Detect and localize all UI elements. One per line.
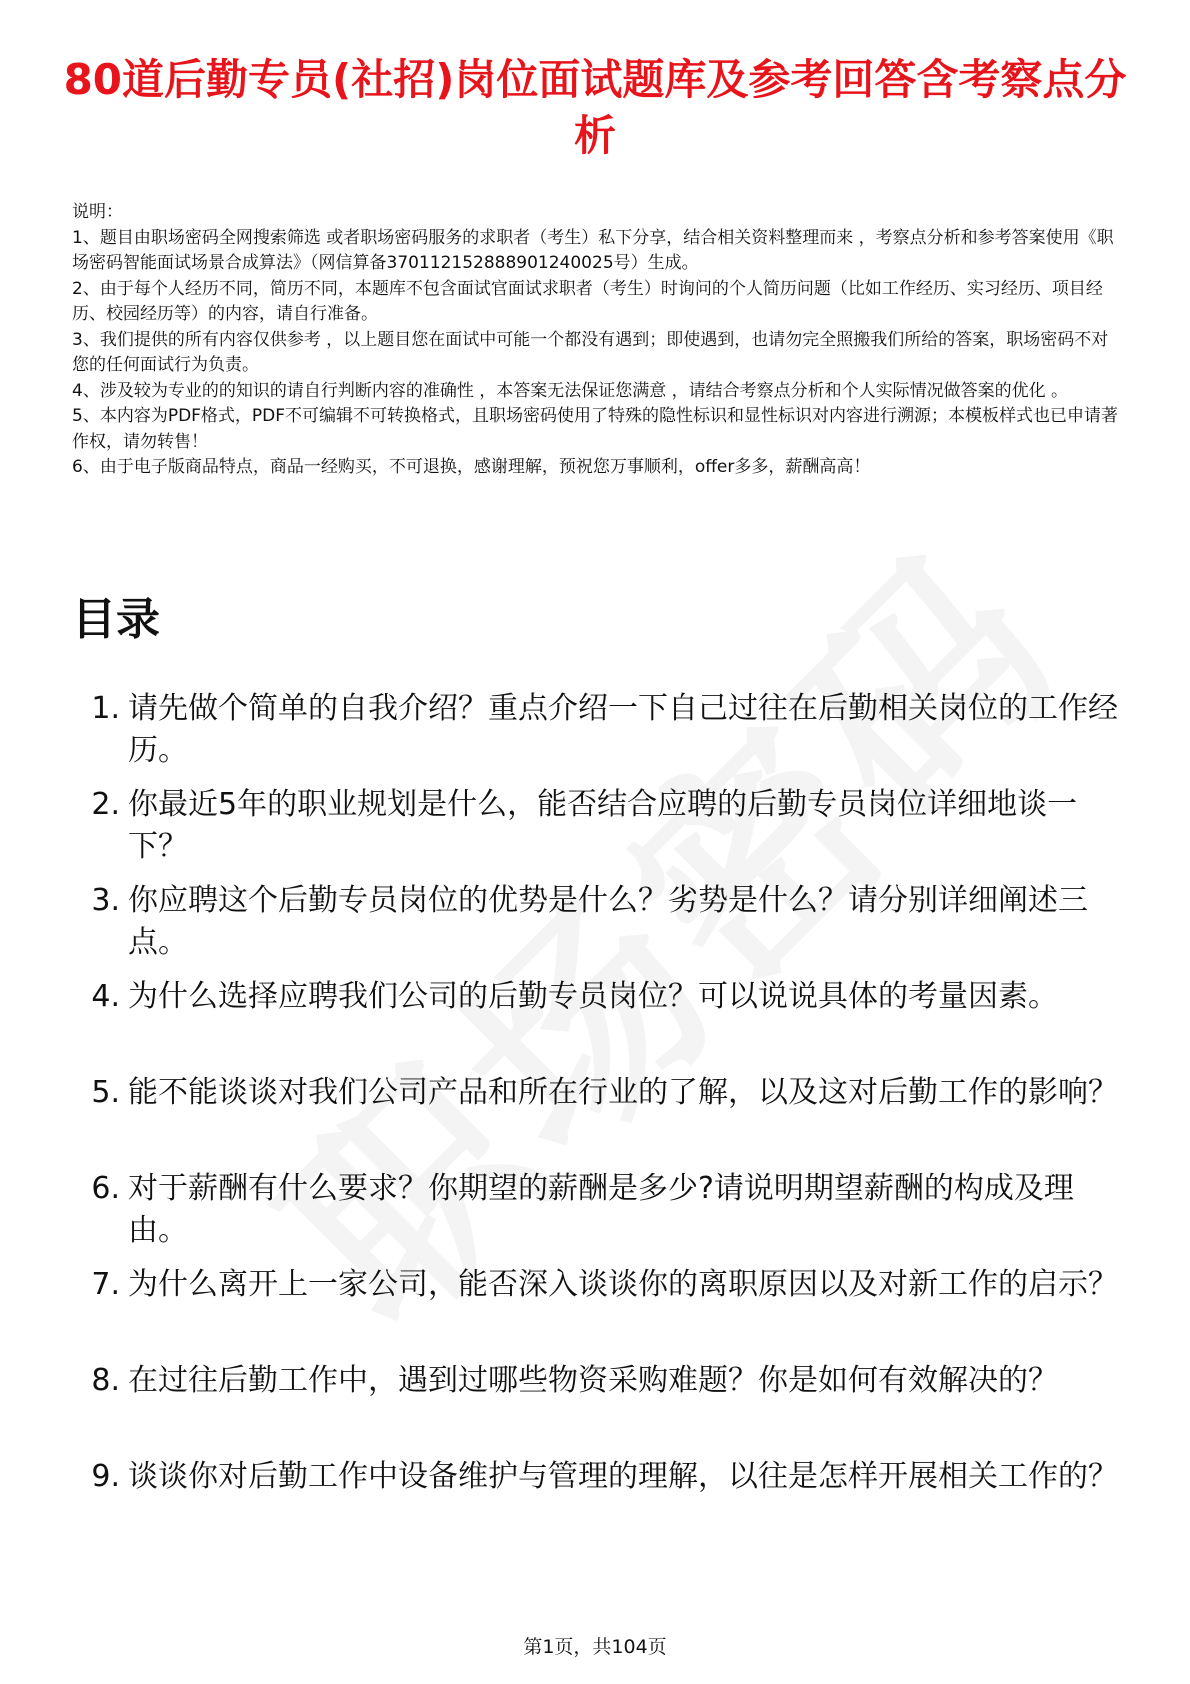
page-number-footer: 第1页，共104页 bbox=[523, 1636, 667, 1658]
toc-item-number: 1. bbox=[91, 691, 120, 726]
document-title: 80道后勤专员(社招)岗位面试题库及参考回答含考察点分析 bbox=[63, 55, 1127, 160]
notes-section bbox=[72, 200, 1122, 481]
toc-item[interactable] bbox=[72, 1168, 1132, 1252]
note-item: 2、由于每个人经历不同，简历不同，本题库不包含面试官面试求职者（考生）时询问的个人简历问题（比如工作经历、实习经历、项目经历、校园经历等）的内容，请自行准备。 bbox=[72, 278, 1103, 324]
toc-item-text: 谈谈你对后勤工作中设备维护与管理的理解，以往是怎样开展相关工作的？ bbox=[128, 1459, 1118, 1494]
toc-item[interactable] bbox=[72, 1072, 1132, 1156]
toc-item[interactable] bbox=[72, 1360, 1132, 1444]
toc-item-text: 能不能谈谈对我们公司产品和所在行业的了解，以及这对后勤工作的影响？ bbox=[128, 1075, 1118, 1110]
toc-item-text: 对于薪酬有什么要求？你期望的薪酬是多少?请说明期望薪酬的构成及理由。 bbox=[128, 1171, 1074, 1248]
toc-item-text: 你最近5年的职业规划是什么，能否结合应聘的后勤专员岗位详细地谈一下？ bbox=[128, 787, 1078, 864]
toc-item[interactable] bbox=[72, 880, 1132, 964]
toc-item-number: 2. bbox=[91, 787, 120, 822]
toc-item-text: 在过往后勤工作中，遇到过哪些物资采购难题？你是如何有效解决的？ bbox=[128, 1363, 1058, 1398]
toc-item-number: 8. bbox=[91, 1363, 120, 1398]
toc-item[interactable] bbox=[72, 976, 1132, 1060]
toc-item-number: 6. bbox=[91, 1171, 120, 1206]
toc-item[interactable] bbox=[72, 1456, 1132, 1540]
toc-heading: 目录 bbox=[72, 594, 160, 645]
toc-item-text: 请先做个简单的自我介绍？重点介绍一下自己过往在后勤相关岗位的工作经历。 bbox=[128, 691, 1118, 768]
toc-list bbox=[72, 688, 1132, 1552]
toc-item-number: 9. bbox=[91, 1459, 120, 1494]
toc-item-text: 你应聘这个后勤专员岗位的优势是什么？劣势是什么？请分别详细阐述三点。 bbox=[128, 883, 1088, 960]
note-item: 5、本内容为PDF格式，PDF不可编辑不可转换格式，且职场密码使用了特殊的隐性标识和显性标识对内容进行溯源；本模板样式也已申请著作权，请勿转售！ bbox=[72, 406, 1119, 452]
toc-item-number: 5. bbox=[91, 1075, 120, 1110]
note-item: 1、题目由职场密码全网搜索筛选 或者职场密码服务的求职者（考生）私下分享，结合相关资料整理而来 ，考察点分析和参考答案使用《职场密码智能面试场景合成算法》（网信算备370112152888901240025号）生成。 bbox=[72, 227, 1114, 273]
toc-item[interactable] bbox=[72, 688, 1132, 772]
note-item: 4、涉及较为专业的的知识的请自行判断内容的准确性 ，本答案无法保证您满意 ，请结合考察点分析和个人实际情况做答案的优化 。 bbox=[72, 380, 1069, 401]
toc-item-number: 7. bbox=[91, 1267, 120, 1302]
notes-heading: 说明： bbox=[72, 202, 123, 222]
toc-item-number: 3. bbox=[91, 883, 120, 918]
toc-item-text: 为什么选择应聘我们公司的后勤专员岗位？可以说说具体的考量因素。 bbox=[128, 979, 1058, 1014]
note-item: 3、我们提供的所有内容仅供参考 ，以上题目您在面试中可能一个都没有遇到；即使遇到，也请勿完全照搬我们所给的答案，职场密码不对您的任何面试行为负责。 bbox=[72, 329, 1109, 375]
toc-item[interactable] bbox=[72, 784, 1132, 868]
toc-item[interactable] bbox=[72, 1264, 1132, 1348]
toc-item-text: 为什么离开上一家公司，能否深入谈谈你的离职原因以及对新工作的启示？ bbox=[128, 1267, 1118, 1302]
toc-item-number: 4. bbox=[91, 979, 120, 1014]
note-item: 6、由于电子版商品特点，商品一经购买，不可退换，感谢理解，预祝您万事顺利，offer多多，薪酬高高！ bbox=[72, 457, 871, 477]
